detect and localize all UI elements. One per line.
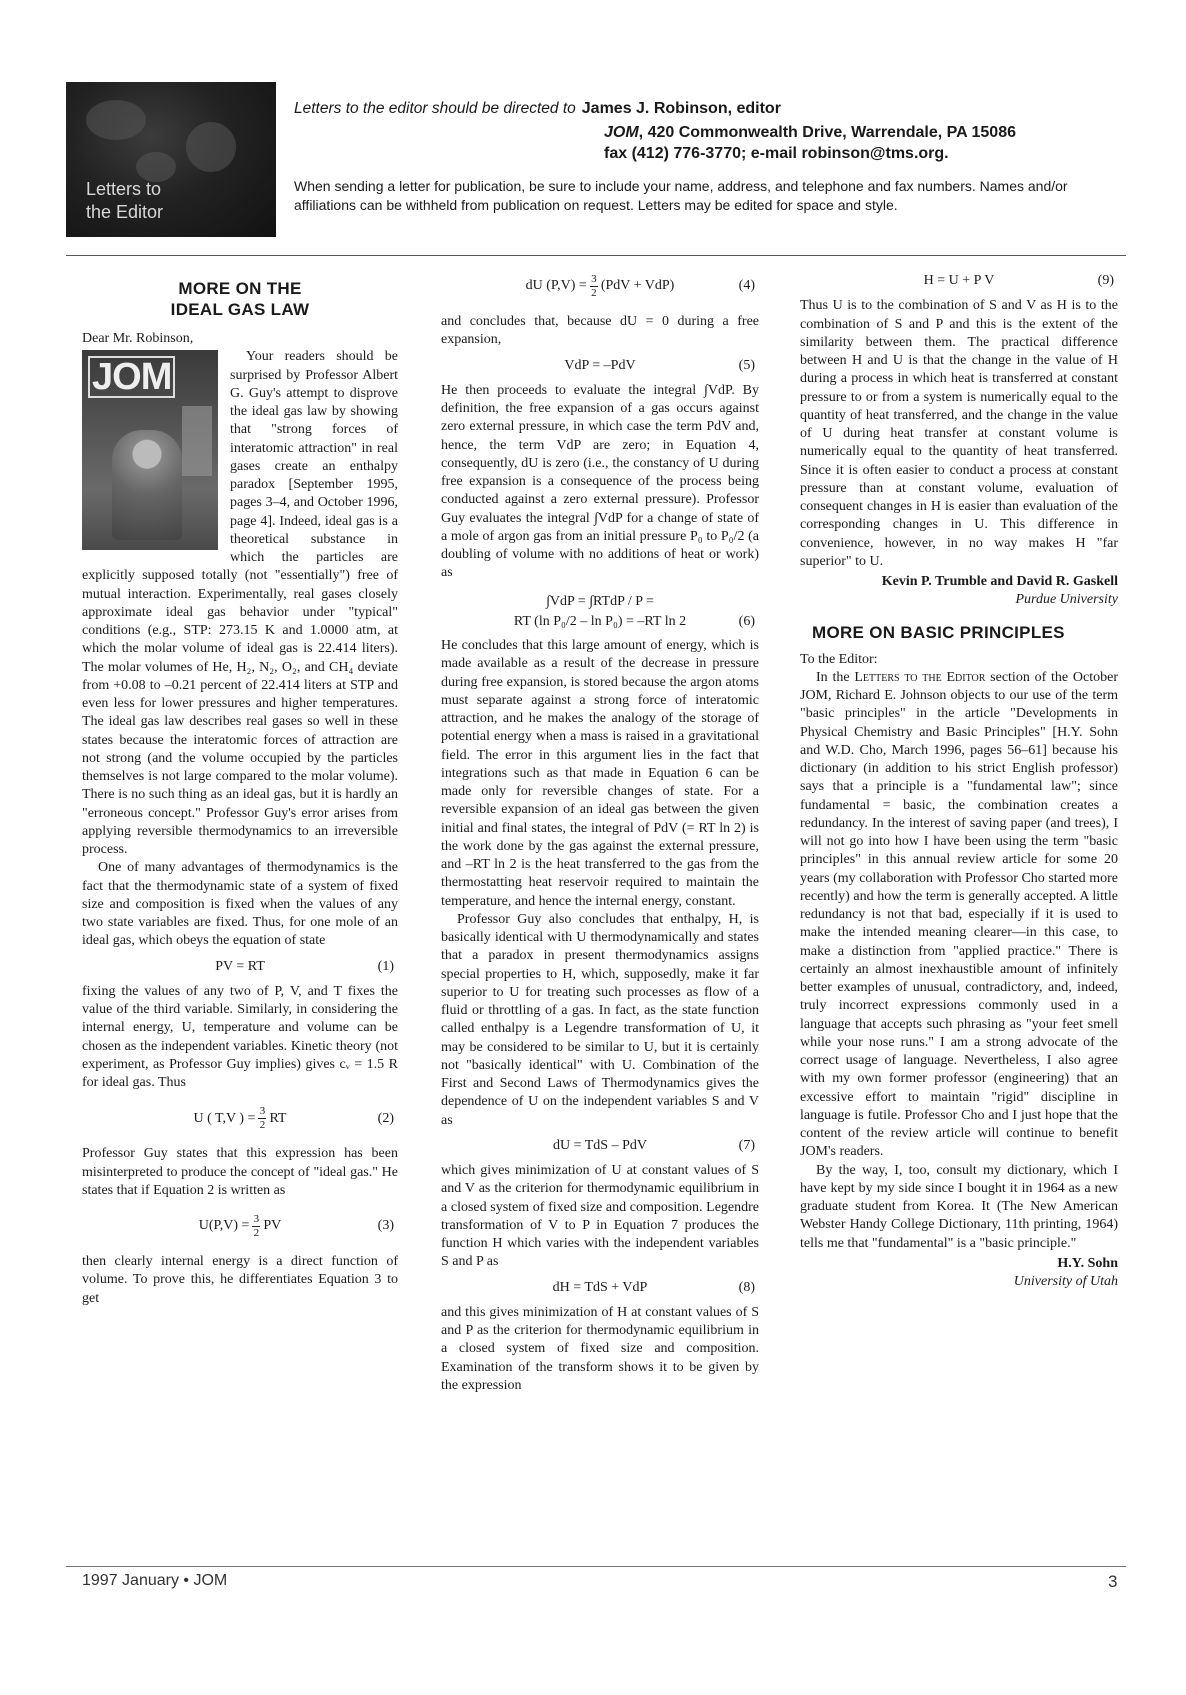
jom-cover-image bbox=[82, 350, 218, 550]
equation-6-number: (6) bbox=[738, 613, 755, 629]
logo-line2: the Editor bbox=[86, 202, 164, 222]
equation-8-number: (8) bbox=[738, 1279, 755, 1295]
equation-4-number: (4) bbox=[738, 278, 755, 294]
equation-7 bbox=[441, 1137, 759, 1155]
footer-rule bbox=[66, 1566, 1126, 1567]
letter2-signature: H.Y. Sohn bbox=[1057, 1255, 1118, 1271]
equation-3-number: (3) bbox=[377, 1218, 394, 1234]
letter1-paragraph: Professor Guy also concludes that enthalpy, H, is basically identical with U thermodynamically and states that a paradox in present thermodynamics assigns special properties to H, which, supposedly, make it far superior to U for treating such processes as flow of a fluid or throttling of a gas. In fact, as the state function called enthalpy is a Legendre transformation of U, it may be considered to be similar to U, but it is certainly not "basically identical" with U. Combination of the First and Second Laws of Thermodynamics gives the dependence of U on the independent variables S and V as bbox=[441, 911, 759, 1128]
address-line1: , 420 Commonwealth Drive, Warrendale, PA 15086 bbox=[638, 124, 1016, 141]
equation-5-number: (5) bbox=[738, 357, 755, 373]
letter1-paragraph: and concludes that, because dU = 0 during a free expansion, bbox=[441, 314, 759, 348]
equation-9-body: H = U + P V bbox=[923, 273, 995, 288]
equation-3-left: U(P,V) = bbox=[198, 1218, 250, 1234]
header-address bbox=[604, 122, 1016, 164]
equation-2-left: U ( T,V ) = bbox=[193, 1110, 256, 1126]
header-rule bbox=[66, 255, 1126, 256]
letter1-signature: Kevin P. Trumble and David R. Gaskell bbox=[881, 574, 1118, 589]
address-journal: JOM bbox=[604, 124, 639, 141]
letter2-title: MORE ON BASIC PRINCIPLES bbox=[812, 622, 1065, 642]
cover-figure bbox=[112, 430, 182, 540]
letter1-paragraph: Professor Guy states that this expression has been misinterpreted to produce the concept of "ideal gas." He states that if Equation 2 is written as bbox=[82, 1146, 398, 1198]
fraction bbox=[590, 274, 598, 299]
equation-3-right: PV bbox=[263, 1218, 282, 1234]
equation-1-number: (1) bbox=[377, 958, 394, 974]
cover-decoration bbox=[182, 406, 212, 476]
letter1-paragraph: Thus U is to the combination of S and V as H is to the combination of S and P and this is the extent of the similarity between them. The practical difference between H and U is that the change in the value of H during a process in which heat is transferred at constant pressure to or from a system is numerically equal to the quantity of heat transferred, and the change in the value of U during heat transfer at constant volume is numerically equal to the quantity of heat transferred. Since it is often easier to conduct a process at constant pressure than at constant volume, evaluation of consequent changes in H is easier than evaluation of the corresponding changes in U. This difference in convenience, however, in no way makes H "far superior" to U. bbox=[800, 298, 1118, 569]
column-3 bbox=[800, 272, 1118, 1291]
fraction-numerator: 3 bbox=[591, 273, 597, 285]
letter1-title bbox=[82, 278, 398, 320]
letter1-paragraph: which gives minimization of U at constant values of S and V as the criterion for thermodynamic equilibrium in a closed system of fixed size and composition. Legendre transformation of V to P in Equation 7 produces the function H which varies with the independent variables S and P as bbox=[441, 1163, 759, 1270]
equation-9-number: (9) bbox=[1097, 273, 1114, 288]
fraction-denominator: 2 bbox=[259, 1119, 266, 1132]
header-editor: James J. Robinson, editor bbox=[581, 100, 781, 117]
letter2-salutation: To the Editor: bbox=[800, 651, 878, 667]
equation-1 bbox=[82, 958, 398, 976]
equation-6-line2 bbox=[441, 613, 759, 631]
letter1-paragraph: and this gives minimization of H at constant values of S and P as the criterion for thermodynamic equilibrium in a closed system of fixed size and composition. Examination of the transform shows it to be given by the expression bbox=[441, 1304, 759, 1393]
letter1-paragraph: He then proceeds to evaluate the integral ∫VdP. By definition, the free expansion of a gas occurs against zero external pressure, in which case the term PdV and, hence, the term VdP are zero; in Equation 4, consequently, dU is zero (i.e., the constancy of U during free expansion is a consequence of the process being conducted against a zero external pressure). Professor Guy evaluates the integral ∫VdP for a change of state of a mole of argon gas from an initial pressure P₀ to P₀/2 (a doubling of volume with no additions of heat or work) as bbox=[441, 382, 759, 581]
fraction-denominator: 2 bbox=[591, 287, 597, 299]
equation-6-first-line: ∫VdP = ∫RTdP / P = bbox=[546, 593, 654, 609]
equation-9 bbox=[800, 272, 1118, 290]
equation-5 bbox=[441, 357, 759, 375]
equation-8-body: dH = TdS + VdP bbox=[552, 1279, 648, 1295]
logo-text bbox=[86, 178, 163, 224]
cover-masthead: JOM bbox=[88, 356, 175, 398]
letter1-affiliation: Purdue University bbox=[1015, 592, 1118, 608]
fraction-numerator: 3 bbox=[259, 1105, 266, 1118]
logo-line1: Letters to bbox=[86, 179, 162, 199]
equation-7-number: (7) bbox=[738, 1137, 755, 1153]
equation-6-second-line: RT (ln P₀/2 – ln P₀) = –RT ln 2 bbox=[513, 613, 687, 629]
header-intro: Letters to the editor should be directed to bbox=[294, 100, 576, 117]
letter2-affiliation: University of Utah bbox=[1013, 1274, 1118, 1289]
fraction-numerator: 3 bbox=[253, 1213, 260, 1225]
letters-section-name: Letters to the Editor bbox=[854, 669, 986, 685]
letter1-paragraph: One of many advantages of thermodynamics is the fact that the thermodynamic state of a system of fixed size and composition is fixed when the values of any two state variables are fixed. Thus, for one mole of an ideal gas, which obeys the equation of state bbox=[82, 860, 398, 949]
equation-1-body: PV = RT bbox=[215, 958, 265, 974]
letter2-paragraph: By the way, I, too, consult my dictionary, which I have kept by my side since I bought it in 1964 as a new graduate student from Korea. It (The New American Webster Handy College Dictionary, 11th printing, 1964) tells me that "fundamental" is a "basic principle." bbox=[800, 1162, 1118, 1251]
header-directions bbox=[294, 100, 781, 118]
equation-2-right: RT bbox=[269, 1110, 287, 1126]
fraction bbox=[252, 1214, 260, 1239]
equation-2-number: (2) bbox=[377, 1110, 394, 1126]
letter2-paragraph bbox=[800, 669, 1118, 1162]
column-1 bbox=[82, 272, 398, 1308]
equation-8 bbox=[441, 1279, 759, 1297]
equation-5-body: VdP = –PdV bbox=[564, 357, 636, 373]
letter1-salutation: Dear Mr. Robinson, bbox=[82, 331, 194, 346]
equation-3 bbox=[82, 1214, 398, 1239]
footer-issue: 1997 January • JOM bbox=[82, 1572, 228, 1589]
column-2 bbox=[441, 272, 759, 1395]
fraction-denominator: 2 bbox=[253, 1227, 260, 1239]
equation-4-left: dU (P,V) = bbox=[525, 278, 587, 294]
letter2-text: In the bbox=[816, 669, 855, 685]
letter1-paragraph: Your readers should be surprised by Professor Albert G. Guy's attempt to disprove the ideal gas law by showing that "strong forces of interatomic attraction" in real gases create an enthalpy paradox [September 1995, pages 3–4, and October 1996, page 4]. Indeed, ideal gas is a theoretical substance in which the particles are explicitly supposed totally (not "essentially") free of mutual interaction. Experimentally, real gases closely approximate ideal gas behavior under "typical" conditions (e.g., STP: 273.15 K and 1.0000 atm, at which the molar volume of ideal gas is 22.414 liters). The molar volumes of He, H₂, N₂, O₂, and CH₄ deviate from +0.08 to –0.21 percent of 22.414 liters at STP and even less for lower pressures and higher temperatures. The ideal gas law describes real gases so well in these states because the interatomic forces of attraction are not strong (and the volume occupied by the particles themselves is not large compared to the molar volume). There is no such thing as an ideal gas, but it is hardly an "erroneous concept." Professor Guy's error arises from applying reversible thermodynamics to an irreversible process. bbox=[82, 349, 398, 857]
letters-logo-box bbox=[66, 82, 276, 237]
address-line2: fax (412) 776-3770; e-mail robinson@tms.org. bbox=[604, 145, 949, 162]
equation-4-right: (PdV + VdP) bbox=[600, 278, 675, 294]
equation-4 bbox=[441, 274, 759, 299]
letter1-title-line1: MORE ON THE bbox=[178, 279, 302, 298]
letter1-paragraph: then clearly internal energy is a direct function of volume. To prove this, he differentiates Equation 3 to get bbox=[82, 1254, 398, 1306]
header-note: When sending a letter for publication, be sure to include your name, address, and telephone and fax numbers. Names and/or affiliations can be withheld from publication on request. Letters may be edited for space and style. bbox=[294, 178, 1068, 213]
equation-6-line1 bbox=[441, 593, 759, 611]
page-number: 3 bbox=[1108, 1572, 1118, 1591]
letter1-paragraph: fixing the values of any two of P, V, and T fixes the value of the third variable. Similarly, in considering the internal energy, U, temperature and volume can be chosen as the independent variables. Kinetic theory (not experiment, as Professor Guy implies) gives cᵥ = 1.5 R for ideal gas. Thus bbox=[82, 983, 398, 1090]
letter1-title-line2: IDEAL GAS LAW bbox=[170, 300, 310, 319]
equation-7-body: dU = TdS – PdV bbox=[553, 1137, 647, 1153]
fraction bbox=[258, 1106, 266, 1131]
letter2-text: section of the October JOM, Richard E. Johnson objects to our use of the term "basic principles" in the article "Developments in Physical Chemistry and Basic Principles" [H.Y. Sohn and W.D. Cho, March 1996, pages 56–61] because his dictionary (in addition to his strict English professor) says that a principle is a "fundamental law"; since fundamental = basic, the combination creates a redundancy. In the interest of saving paper (and trees), I will not go into how I have been using the term "basic principles" in this annual review article for some 20 years (my collaboration with Professor Cho started more recently) and how the term is generally accepted. A little redundancy is not that bad, especially if it is used to make the intended meaning clearer—in this case, to make a distinction from "applied practice." There is certainly an almost inexhaustible amount of infinitely better examples of unusual, contradictory, and, indeed, truly incorrect expressions commonly used in a language that accepts such phrasing as "your feet smell while your nose runs." I am a strong advocate of the correct usage of language. Nevertheless, I also agree with my own former professor (engineering) that an excessive effort to maintain "rigid" discipline in language is futile. Professor Cho and I just hope that the content of the review article will continue to benefit JOM's readers. bbox=[800, 669, 1119, 1160]
letter1-paragraph: He concludes that this large amount of energy, which is made available as a result of the decrease in pressure during free expansion, is stored because the argon atoms must separate against a strong force of interatomic attraction, and he makes the analogy of the storage of potential energy when a mass is raised in a gravitational field. The error in this argument lies in the fact that integrations such as that made in Equation 6 can be made only for reversible changes of state. For a reversible expansion of an ideal gas between the given initial and final states, the integral of PdV (= RT ln 2) is the work done by the gas against the external pressure, and –RT ln 2 is the heat transferred to the gas from the thermostatting heat reservoir required to maintain the temperature, and hence the internal energy, constant. bbox=[441, 638, 759, 909]
equation-2 bbox=[82, 1106, 398, 1131]
